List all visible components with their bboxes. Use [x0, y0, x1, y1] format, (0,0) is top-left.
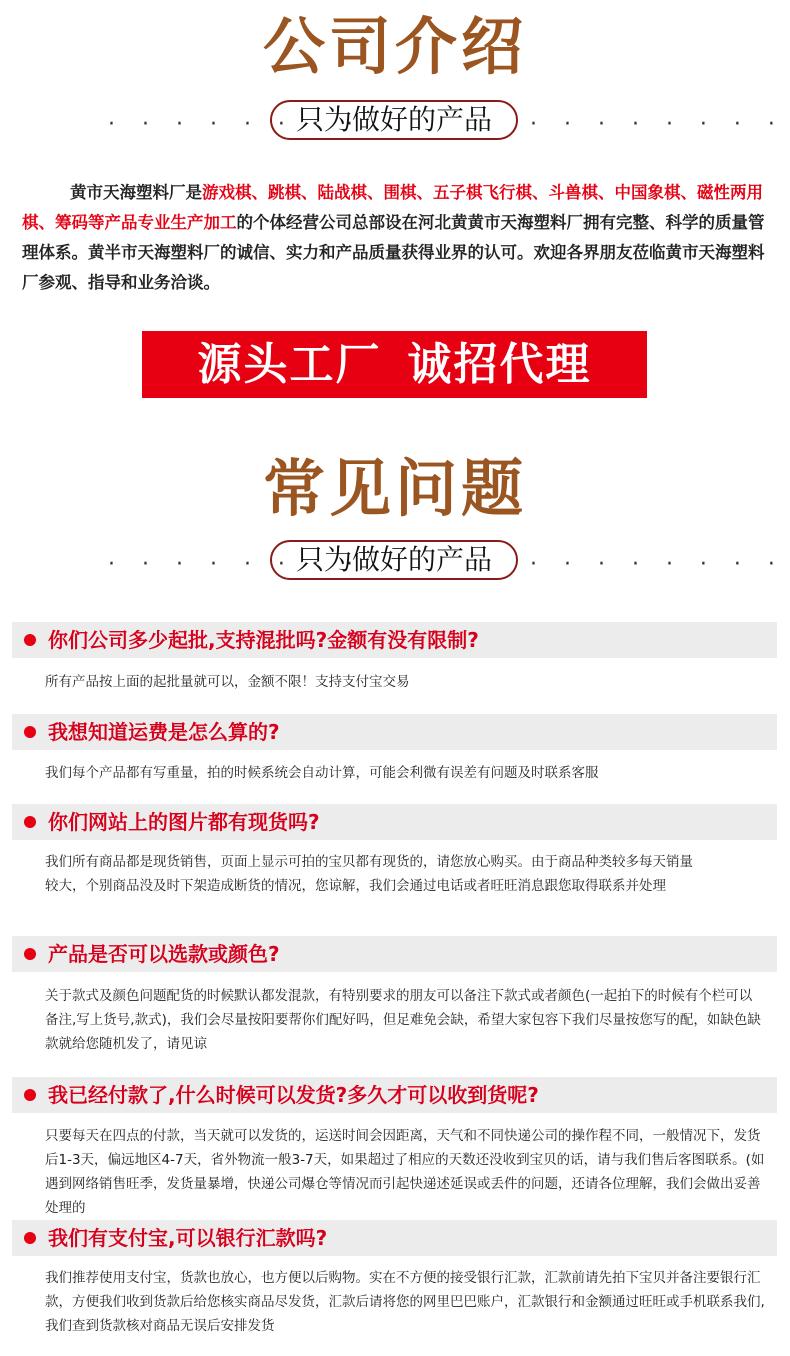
faq-answer-1: 所有产品按上面的起批量就可以，金额不限！支持支付宝交易: [45, 674, 410, 690]
bullet-dot-icon: [24, 1232, 36, 1244]
intro-specialty: 专业生产加工: [137, 213, 237, 232]
bullet-dot-icon: [24, 948, 36, 960]
faq-question-6: [12, 1220, 777, 1256]
faq-subtitle-row: [0, 540, 790, 584]
faq-question-2: [12, 714, 777, 750]
banner-left-text: 源头工厂: [197, 339, 382, 390]
faq-answer-3: 我们所有商品都是现货销售，页面上显示可拍的宝贝都有现货的，请您放心购买。由于商品种类较多每天销量较大，个别商品没及时下架造成断货的情况，您谅解，我们会通过电话或者旺旺消息跟您取得联系并处理: [45, 854, 693, 894]
faq-question-text: 我们有支付宝,可以银行汇款吗?: [48, 1226, 328, 1250]
faq-answer-6: 我们推荐使用支付宝，货款也放心，也方便以后购物。实在不方便的接受银行汇款，汇款前请先拍下宝贝并备注要银行汇款，方便我们收到货款后给您核实商品尽发货，汇款后请将您的网里巴巴账户，汇款银行和金额通过旺旺或手机联系我们,我们查到货款核对商品无误后安排发货: [45, 1270, 765, 1334]
faq-question-text: 产品是否可以选款或颜色?: [48, 942, 280, 966]
bullet-dot-icon: [24, 816, 36, 828]
faq-question-5: [12, 1077, 777, 1113]
decorative-dots-right: · · · · · · · ·: [530, 552, 785, 577]
bullet-dot-icon: [24, 1089, 36, 1101]
intro-products: 游戏棋、跳棋、陆战棋、围棋、五子棋飞行棋、斗兽棋、中国象棋、磁性两用棋、筹码等产品: [22, 183, 763, 232]
banner-right-text: 诚招代理: [407, 339, 592, 390]
decorative-dots-left: · · · · · · · ·: [108, 552, 363, 577]
faq-question-3: [12, 804, 777, 840]
company-intro-title: 公司介绍: [262, 10, 527, 83]
bullet-dot-icon: [24, 726, 36, 738]
bullet-dot-icon: [24, 634, 36, 646]
subtitle-pill: 只为做好的产品: [270, 100, 518, 140]
faq-question-1: [12, 622, 777, 658]
company-intro-text: [22, 178, 767, 298]
decorative-dots-right: · · · · · · · ·: [530, 112, 785, 137]
faq-answer-4: 关于款式及颜色问题配货的时候默认都发混款，有特别要求的朋友可以备注下款式或者颜色(一起拍下的时候有个栏可以备注,写上货号,款式)，我们会尽量按阳要帮你们配好吗，但足难免会缺，希望大家包容下我们尽量按您写的配，如缺色缺款就给您随机发了，请见谅: [45, 988, 761, 1052]
faq-question-text: 你们网站上的图片都有现货吗?: [48, 810, 320, 834]
intro-lead: 黄市天海塑料厂是: [70, 183, 202, 202]
faq-question-text: 你们公司多少起批,支持混批吗?金额有没有限制?: [48, 628, 479, 652]
faq-answer-5: 只要每天在四点的付款，当天就可以发货的，运送时间会因距离，天气和不同快递公司的操作程不同，一般情况下，发货后1-3天，偏远地区4-7天，省外物流一般3-7天，如果超过了相应的天数还没收到宝贝的话，请与我们售后客图联系。(如遇到网络销售旺季，发货量暴增，快递公司爆仓等情况而引起快递述延误或丢件的问题，还请各位理解，我们会做出妥善处理的: [45, 1128, 765, 1216]
company-intro-subtitle-row: [0, 100, 790, 144]
intro-body: 的个体经营公司总部设在河北黄黄市天海塑料厂拥有完整、科学的质量管理体系。黄半市天海塑料厂的诚信、实力和产品质量获得业界的认可。欢迎各界朋友莅临黄市天海塑料厂参观、指导和业务洽谈。: [22, 213, 765, 292]
faq-question-text: 我想知道运费是怎么算的?: [48, 720, 280, 744]
faq-answer-2: 我们每个产品都有写重量，拍的时候系统会自动计算，可能会利微有误差有问题及时联系客服: [45, 765, 599, 781]
subtitle-pill: 只为做好的产品: [270, 540, 518, 580]
decorative-dots-left: · · · · · · · ·: [108, 112, 363, 137]
faq-question-4: [12, 936, 777, 972]
factory-banner: [142, 331, 647, 398]
faq-question-text: 我已经付款了,什么时候可以发货?多久才可以收到货呢?: [48, 1083, 539, 1107]
faq-title: 常见问题: [262, 452, 527, 525]
